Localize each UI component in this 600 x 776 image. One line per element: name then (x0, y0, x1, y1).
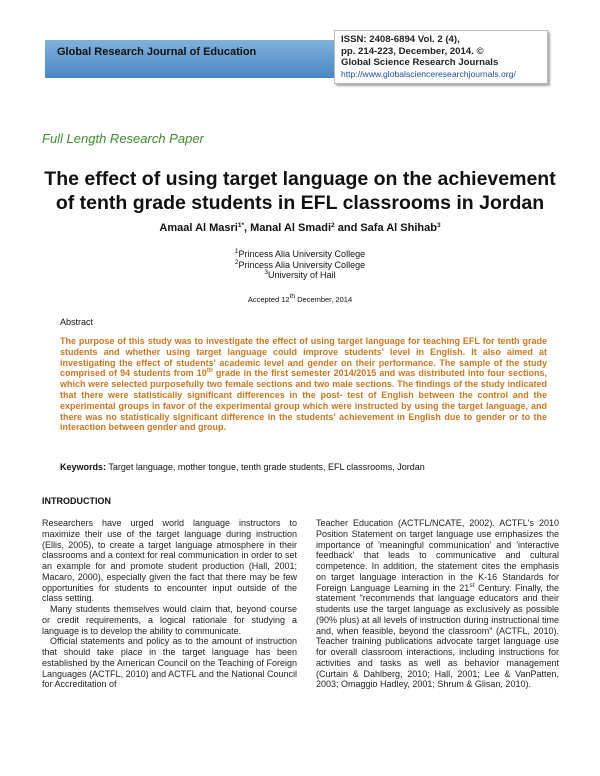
author-1-sup: 1* (237, 222, 245, 229)
paper-type-label: Full Length Research Paper (42, 131, 204, 146)
publisher-name: Global Science Research Journals (341, 57, 499, 68)
paragraph (316, 518, 559, 690)
abstract-heading: Abstract (60, 317, 94, 327)
author-2: Manal Al Smadi (250, 222, 332, 234)
keywords-text: Target language, mother tongue, tenth grade students, EFL classrooms, Jordan (106, 462, 425, 472)
paragraph-part: Teacher Education (ACTFL/NCATE, 2002). ACTFL's 2010 Position Statement on target language use emphasizes the importance of 'meaningful communication' and 'interactive feedback' that leads to communicative and cultural competence. In addition, the statement cites the emphasis on target language interaction in the K-16 Standards for Foreign Language Learning in the 21 (316, 518, 559, 593)
author-3: Safa Al Shihab (360, 222, 437, 234)
affiliation-3 (40, 270, 560, 281)
accepted-date (40, 295, 560, 304)
paper-title: The effect of using target language on the achievement of tenth grade students in EFL classrooms in Jordan (44, 168, 556, 214)
left-column (42, 518, 297, 690)
accepted-prefix: Accepted 12 (247, 295, 290, 304)
issn-volume: ISSN: 2408-6894 Vol. 2 (4), (341, 34, 460, 45)
issn-box (334, 30, 548, 84)
abstract-body (60, 336, 547, 433)
paragraph: Official statements and policy as to the amount of instruction that should take place in the target language has been established by the American Council on the Teaching of Foreign Languages (ACTFL, 2010) and ACTFL and the National Council for Accreditation of (42, 636, 297, 690)
author-2-sup: 2 (331, 222, 335, 229)
abstract-sup: th (206, 367, 213, 375)
author-separator: , (244, 222, 251, 234)
affiliation-num: 3 (264, 269, 269, 276)
author-1: Amaal Al Masri (159, 222, 238, 234)
accepted-suffix: December, 2014 (295, 295, 353, 304)
affiliation-num: 1 (234, 248, 239, 255)
paragraph: Many students themselves would claim that, beyond course or credit requirements, a logical rationale for studying a language is to develop the ability to communicate. (42, 604, 297, 636)
author-list (40, 222, 560, 234)
affiliation-num: 2 (234, 258, 239, 266)
author-separator: and (334, 222, 361, 234)
author-3-sup: 3 (436, 222, 441, 229)
affiliations (40, 249, 560, 281)
affiliation-text: University of Hail (268, 270, 336, 280)
abstract-text-part: grade in the first semester 2014/2015 and was distributed into four sections, which were selected purposefully two female sections and two male sections. The findings of the study indicated that there were statistically significant differences in the post- test of English between the control and the experimental groups in favor of the experimental group which were instructed by using the target language, and there was no statistically significant difference in the students' achievement in English due to gender or to the interaction between gender and group. (60, 368, 547, 433)
affiliation-text: Princess Alia University College (238, 259, 366, 270)
abstract-text-part: The purpose of this study was to investigate the effect of using target language for teaching EFL for tenth grade students and whether using target language could improve students' level in English. It also aimed at investigating the effect of students' academic level and gender on their performance. The sample of the study comprised of 94 students from 10 (60, 336, 547, 379)
keywords-line (60, 462, 547, 472)
introduction-heading: INTRODUCTION (42, 496, 111, 506)
affiliation-1 (40, 249, 560, 260)
journal-url-link[interactable]: http://www.globalscienceresearchjournals.org/ (341, 68, 516, 79)
affiliation-2 (40, 260, 560, 271)
paragraph-sup: st (469, 581, 475, 589)
keywords-label: Keywords: (60, 462, 107, 472)
affiliation-text: Princess Alia University College (238, 249, 366, 259)
issn-pages-date: pp. 214-223, December, 2014. © (341, 45, 484, 57)
paragraph-part: Century. Finally, the statement "recommends that language educators and their students use the target language as exclusively as possible (90% plus) at all levels of instruction during instructional time and, when feasible, beyond the classroom" (ACTFL, 2010). Teacher training publications advocate target language use for overall classroom interactions, including instructions for activities and tasks as well as behavior management (Curtain & Dahlberg, 2010; Hall, 2001; Lee & VanPatten, 2003; Omaggio Hadley, 2001; Shrum & Glisan, 2010). (316, 582, 559, 690)
paragraph: Researchers have urged world language instructors to maximize their use of the target language during instruction (Ellis, 2005), to create a target language atmosphere in their classrooms and a context for real communication in order to set an example for and promote student production (Hall, 2001; Macaro, 2000), especially given the fact that there may be few opportunities for students to encounter input outside of the class setting. (42, 518, 297, 604)
journal-name: Global Research Journal of Education (57, 46, 257, 58)
accepted-sup: th (289, 293, 295, 300)
right-column (316, 518, 559, 690)
